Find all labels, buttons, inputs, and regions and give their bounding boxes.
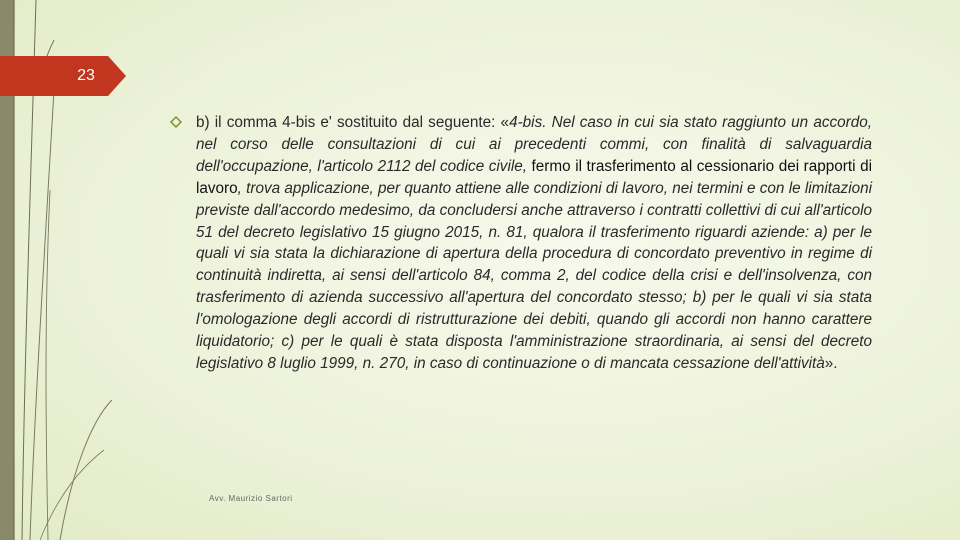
page-number: 23: [77, 67, 95, 84]
body-closing: ».: [824, 354, 838, 372]
footer-author: Avv. Maurizio Sartori: [209, 494, 293, 503]
body-quote-end: , trova applicazione, per quanto attiene alle condizioni di lavoro, nei termini e con le limitazioni previste dall'accordo medesimo, da concludersi anche attraverso i contratti collettivi di cui all'articolo 51 del decreto legislativo 15 giugno 2015, n. 81, qualora il trasferimento riguardi aziende: a) per le quali vi sia stata la dichiarazione di apertura della procedura di concordato preventivo in regime di continuità indiretta, ai sensi dell'articolo 84, comma 2, del codice della crisi e dell'insolvenza, con trasferimento di azienda successivo all'apertura del concordato stesso; b) per le quali vi sia stata l'omologazione degli accordi di ristrutturazione dei debiti, quando gli accordi non hanno carattere liquidatorio; c) per le quali è stata disposta l'amministrazione straordinaria, ai sensi del decreto legislativo 8 luglio 1999, n. 270, in caso di continuazione o di mancata cessazione dell'attività: [196, 179, 872, 372]
body-emphasis: fermo il trasferimento al cessionario dei rapporti di lavoro: [196, 157, 872, 197]
body-lead: b) il comma 4-bis e' sostituito dal seguente: «: [196, 114, 510, 131]
body-paragraph: [196, 112, 872, 375]
body-quote-start: 4-bis. Nel caso in cui sia stato raggiunto un accordo, nel corso delle consultazioni di cui ai precedenti commi, con finalità di salvaguardia dell'occupazione, l'articolo 2112 del codice civile,: [196, 114, 873, 175]
diamond-bullet-icon: [170, 116, 182, 128]
